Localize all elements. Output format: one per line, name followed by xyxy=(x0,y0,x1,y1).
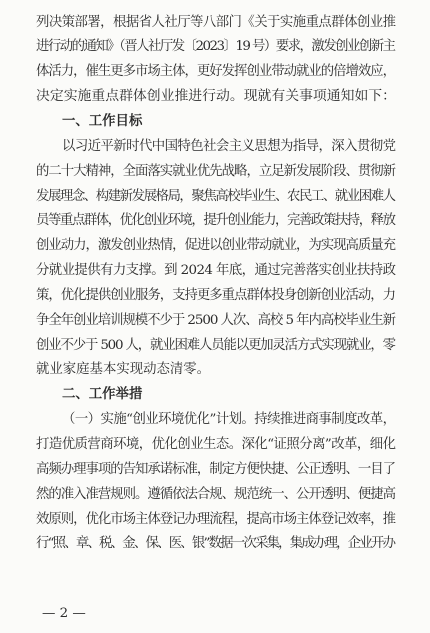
text-line: 分就业提供有力支撑。到 2024 年底，通过完善落实创业扶持政 xyxy=(36,263,396,278)
text-line: 进行动的通知》（晋人社厅发〔2023〕19 号）要求，激发创业创新主 xyxy=(36,39,395,54)
page-number: — 2 — xyxy=(42,606,86,621)
text-line: 列决策部署，根据省人社厅等八部门《关于实施重点群体创业推 xyxy=(36,15,396,30)
text-line: 高频办理事项的告知承诺标准，制定方便快捷、公正透明、一目了 xyxy=(36,462,395,477)
text-line: 以习近平新时代中国特色社会主义思想为指导，深入贯彻党 xyxy=(62,139,396,154)
text-line: 创业不少于 500 人，就业困难人员能以更加灵活方式实现就业，零 xyxy=(36,338,395,353)
text-line: 行“照、章、税、金、保、医、银”数据一次采集，集成办理，企业开办 xyxy=(36,536,395,551)
text-line: 体活力，催生更多市场主体，更好发挥创业带动就业的倍增效应， xyxy=(36,64,395,79)
text-line: 打造优质营商环境，优化创业生态。深化“证照分离”改革，细化 xyxy=(36,437,396,452)
text-line: 发展理念、构建新发展格局，聚焦高校毕业生、农民工、就业困难人 xyxy=(36,189,395,204)
text-line: 创业动力，激发创业热情，促进以创业带动就业，为实现高质量充 xyxy=(36,238,395,253)
text-line: 决定实施重点群体创业推进行动。现就有关事项通知如下： xyxy=(36,89,396,104)
section-heading: 一、工作目标 xyxy=(62,114,143,129)
section-heading: 二、工作举措 xyxy=(62,387,143,402)
text-line: 争全年创业培训规模不少于 2500 人次、高校 5 年内高校毕业生新 xyxy=(36,313,395,328)
text-line: （一）实施“创业环境优化”计划。持续推进商事制度改革， xyxy=(62,412,396,427)
text-line: 就业家庭基本实现动态清零。 xyxy=(36,362,211,377)
text-line: 策，优化提供创业服务，支持更多重点群体投身创新创业活动，力 xyxy=(36,288,395,303)
text-line: 员等重点群体，优化创业环境，提升创业能力，完善政策扶持，释放 xyxy=(36,213,395,228)
text-line: 的二十大精神，全面落实就业优先战略，立足新发展阶段、贯彻新 xyxy=(36,164,395,179)
text-line: 效原则，优化市场主体登记办理流程，提高市场主体登记效率，推 xyxy=(36,512,395,527)
text-line: 然的准入准营规则。遵循依法合规、规范统一、公开透明、便捷高 xyxy=(36,487,395,502)
